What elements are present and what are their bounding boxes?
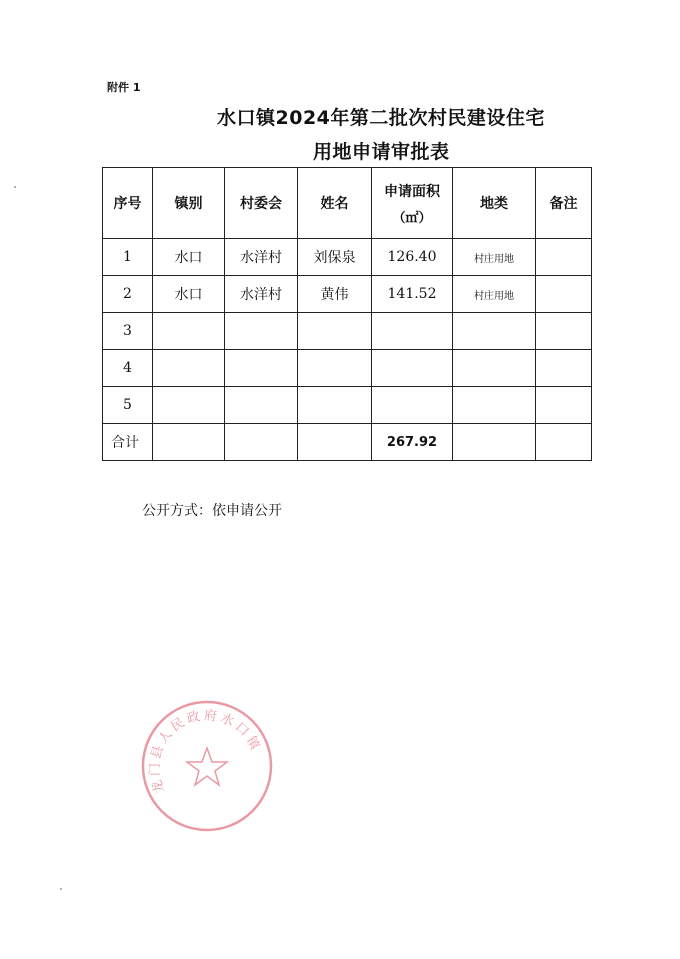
cell-area [372, 350, 453, 387]
cell-town [153, 350, 225, 387]
total-label: 合计 [103, 424, 153, 461]
cell-area [372, 387, 453, 424]
table-total-row [103, 424, 592, 461]
cell-committee: 水洋村 [225, 239, 298, 276]
cell-seq: 2 [103, 276, 153, 313]
official-seal [137, 696, 277, 836]
cell-town [153, 313, 225, 350]
cell-committee [225, 313, 298, 350]
scan-speck [60, 888, 62, 890]
table-row [103, 239, 592, 276]
total-area: 267.92 [372, 424, 453, 461]
header-town: 镇别 [153, 168, 225, 239]
seal-star-icon [187, 748, 227, 785]
document-title-line2: 用地申请审批表 [313, 141, 450, 163]
header-land-type: 地类 [453, 168, 536, 239]
header-seq: 序号 [103, 168, 153, 239]
header-area-line1: 申请面积 [384, 183, 440, 200]
disclosure-method: 公开方式：依申请公开 [142, 503, 282, 519]
total-empty-cell [453, 424, 536, 461]
cell-town: 水口 [153, 239, 225, 276]
cell-remarks [536, 350, 592, 387]
table-row [103, 387, 592, 424]
header-area [372, 168, 453, 239]
cell-committee: 水洋村 [225, 276, 298, 313]
cell-seq: 4 [103, 350, 153, 387]
cell-land-type: 村庄用地 [453, 239, 536, 276]
cell-committee [225, 350, 298, 387]
cell-town [153, 387, 225, 424]
cell-seq: 3 [103, 313, 153, 350]
cell-remarks [536, 276, 592, 313]
total-empty-cell [298, 424, 372, 461]
cell-name [298, 387, 372, 424]
table-row [103, 313, 592, 350]
cell-remarks [536, 313, 592, 350]
header-name: 姓名 [298, 168, 372, 239]
seal-text: 龙门县人民政府水口镇 [147, 708, 264, 796]
cell-name: 刘保泉 [298, 239, 372, 276]
header-area-unit: （㎡） [392, 210, 432, 226]
document-title-line1: 水口镇2024年第二批次村民建设住宅 [217, 107, 545, 129]
table-header-row [103, 168, 592, 239]
cell-area: 126.40 [372, 239, 453, 276]
cell-area [372, 313, 453, 350]
application-table [102, 167, 592, 461]
cell-remarks [536, 387, 592, 424]
cell-town: 水口 [153, 276, 225, 313]
cell-name [298, 350, 372, 387]
cell-name [298, 313, 372, 350]
cell-land-type [453, 387, 536, 424]
cell-area: 141.52 [372, 276, 453, 313]
cell-seq: 1 [103, 239, 153, 276]
cell-remarks [536, 239, 592, 276]
table-row [103, 350, 592, 387]
cell-land-type [453, 350, 536, 387]
total-empty-cell [225, 424, 298, 461]
cell-land-type [453, 313, 536, 350]
cell-committee [225, 387, 298, 424]
cell-name: 黄伟 [298, 276, 372, 313]
header-committee: 村委会 [225, 168, 298, 239]
cell-seq: 5 [103, 387, 153, 424]
total-empty-cell [536, 424, 592, 461]
attachment-label: 附件 1 [107, 81, 141, 94]
table-row [103, 276, 592, 313]
total-empty-cell [153, 424, 225, 461]
header-remarks: 备注 [536, 168, 592, 239]
cell-land-type: 村庄用地 [453, 276, 536, 313]
scan-speck [14, 186, 16, 188]
